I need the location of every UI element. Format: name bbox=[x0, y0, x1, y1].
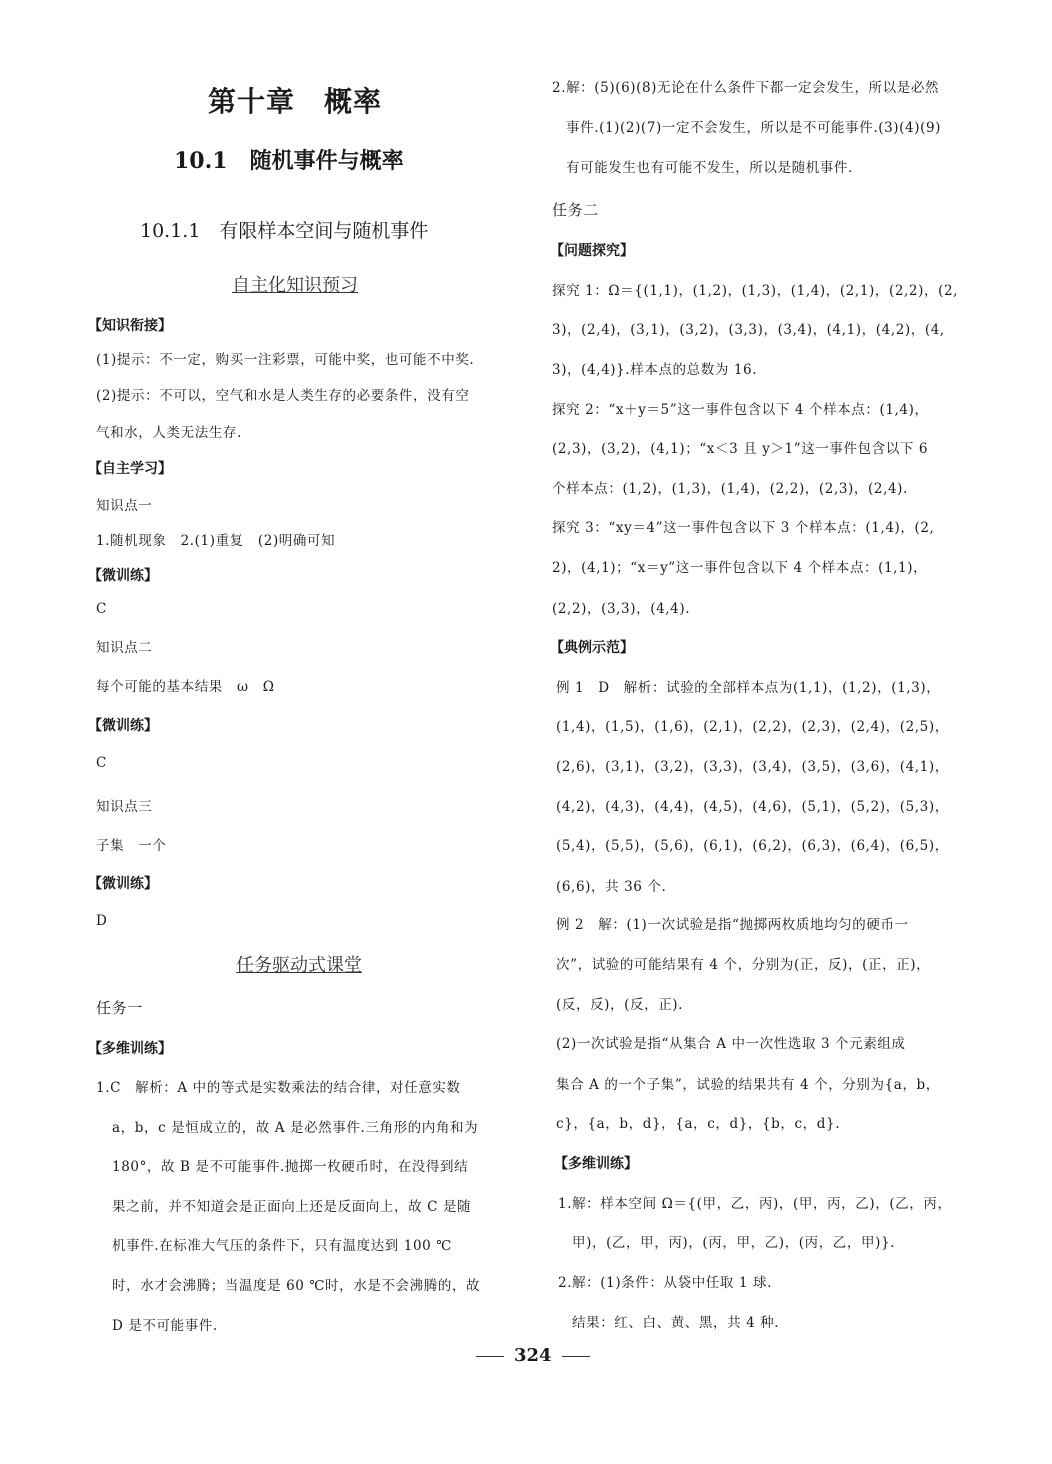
micro-3-answer: D bbox=[96, 913, 108, 929]
m1-line-7: D 是不可能事件. bbox=[112, 1318, 218, 1334]
knowledge-point-1: 知识点一 bbox=[96, 498, 153, 514]
e3-line-2: 2)，(4,1)；“x＝y”这一事件包含以下 4 个样本点：(1,1)， bbox=[552, 560, 928, 576]
m2-line-1: 1.解：样本空间 Ω＝{(甲，乙，丙)，(甲，丙，乙)，(乙，丙， bbox=[558, 1196, 952, 1212]
kl-line-1: (1)提示：不一定，购买一注彩票，可能中奖，也可能不中奖. bbox=[96, 352, 475, 368]
chapter-title: 第十章 概率 bbox=[208, 85, 383, 118]
r-line-3: 有可能发生也有可能不发生，所以是随机事件. bbox=[566, 160, 853, 176]
m1-line-3: 180°，故 B 是不可能事件.抛掷一枚硬币时，在没得到结 bbox=[112, 1159, 469, 1175]
ex2-line-5: 集合 A 的一个子集”，试验的结果共有 4 个，分别为{a，b， bbox=[556, 1077, 940, 1093]
self-study-heading: 【自主学习】 bbox=[88, 461, 172, 477]
task-1: 任务一 bbox=[96, 999, 143, 1017]
kl-line-2a: (2)提示：不可以，空气和水是人类生存的必要条件，没有空 bbox=[96, 388, 470, 404]
micro-2-answer: C bbox=[96, 755, 107, 771]
kp2-answer: 每个可能的基本结果 ω Ω bbox=[96, 679, 275, 695]
ex2-line-4: (2)一次试验是指“从集合 A 中一次性选取 3 个元素组成 bbox=[556, 1036, 906, 1052]
ex1-line-2: (1,4)，(1,5)，(1,6)，(2,1)，(2,2)，(2,3)，(2,4)，(2,5)， bbox=[556, 719, 949, 735]
e2-line-2: (2,3)，(3,2)，(4,1)；“x＜3 且 y＞1”这一事件包含以下 6 bbox=[552, 441, 929, 457]
multi-training-1: 【多维训练】 bbox=[88, 1041, 172, 1057]
e3-line-3: (2,2)，(3,3)，(4,4). bbox=[552, 601, 691, 617]
micro-training-2: 【微训练】 bbox=[88, 718, 158, 734]
ex1-line-4: (4,2)，(4,3)，(4,4)，(4,5)，(4,6)，(5,1)，(5,2)，(5,3)， bbox=[556, 799, 949, 815]
ex2-line-1: 例 2 解：(1)一次试验是指“抛掷两枚质地均匀的硬币一 bbox=[556, 917, 909, 933]
e1-line-1: 探究 1：Ω＝{(1,1)，(1,2)，(1,3)，(1,4)，(2,1)，(2,2)，(2, bbox=[552, 283, 959, 299]
e1-line-2: 3)，(2,4)，(3,1)，(3,2)，(3,3)，(3,4)，(4,1)，(4,2)，(4, bbox=[552, 322, 945, 338]
m1-line-5: 机事件.在标准大气压的条件下，只有温度达到 100 ℃ bbox=[112, 1238, 452, 1254]
footer-dash-right bbox=[562, 1356, 590, 1357]
kp3-answer: 子集 一个 bbox=[96, 838, 167, 854]
task-heading: 任务驱动式课堂 bbox=[236, 955, 362, 976]
m2-line-4: 结果：红、白、黄、黑，共 4 种. bbox=[572, 1315, 780, 1331]
ex1-line-6: (6,6)，共 36 个. bbox=[556, 879, 667, 895]
m1-line-1: 1.C 解析：A 中的等式是实数乘法的结合律，对任意实数 bbox=[96, 1080, 461, 1096]
page-footer bbox=[466, 1345, 600, 1366]
section-title: 10.1 随机事件与概率 bbox=[174, 148, 404, 174]
micro-training-3: 【微训练】 bbox=[88, 876, 158, 892]
kp1-answer: 1.随机现象 2.(1)重复 (2)明确可知 bbox=[96, 533, 336, 549]
knowledge-link-heading: 【知识衔接】 bbox=[88, 318, 172, 334]
micro-training-1: 【微训练】 bbox=[88, 568, 158, 584]
task-2: 任务二 bbox=[552, 201, 599, 219]
e2-line-3: 个样本点：(1,2)，(1,3)，(1,4)，(2,2)，(2,3)，(2,4). bbox=[552, 481, 908, 497]
footer-dash-left bbox=[476, 1356, 504, 1357]
subsection-title: 10.1.1 有限样本空间与随机事件 bbox=[140, 220, 429, 242]
example-heading: 【典例示范】 bbox=[550, 640, 634, 656]
e2-line-1: 探究 2：“x＋y＝5”这一事件包含以下 4 个样本点：(1,4)， bbox=[552, 402, 929, 418]
kl-line-2b: 气和水，人类无法生存. bbox=[96, 425, 242, 441]
preview-heading: 自主化知识预习 bbox=[232, 275, 358, 296]
m1-line-4: 果之前，并不知道会是正面向上还是反面向上，故 C 是随 bbox=[112, 1199, 472, 1215]
r-line-1: 2.解：(5)(6)(8)无论在什么条件下都一定会发生，所以是必然 bbox=[552, 80, 940, 96]
ex2-line-2: 次”，试验的可能结果有 4 个，分别为(正，反)，(正，正)， bbox=[556, 957, 931, 973]
knowledge-point-2: 知识点二 bbox=[96, 640, 153, 656]
multi-training-2: 【多维训练】 bbox=[554, 1156, 638, 1172]
e1-line-3: 3)，(4,4)}.样本点的总数为 16. bbox=[552, 362, 758, 378]
m1-line-6: 时，水才会沸腾；当温度是 60 ℃时，水是不会沸腾的，故 bbox=[112, 1278, 481, 1294]
page-number: 324 bbox=[514, 1345, 552, 1366]
ex2-line-3: (反，反)，(反，正). bbox=[556, 997, 684, 1013]
ex1-line-1: 例 1 D 解析：试验的全部样本点为(1,1)，(1,2)，(1,3)， bbox=[556, 680, 941, 696]
m2-line-2: 甲)，(乙，甲，丙)，(丙，甲，乙)，(丙，乙，甲)}. bbox=[572, 1235, 896, 1251]
m1-line-2: a，b，c 是恒成立的，故 A 是必然事件.三角形的内角和为 bbox=[112, 1120, 479, 1136]
m2-line-3: 2.解：(1)条件：从袋中任取 1 球. bbox=[558, 1275, 772, 1291]
micro-1-answer: C bbox=[96, 601, 107, 617]
r-line-2: 事件.(1)(2)(7)一定不会发生，所以是不可能事件.(3)(4)(9) bbox=[566, 120, 942, 136]
ex1-line-3: (2,6)，(3,1)，(3,2)，(3,3)，(3,4)，(3,5)，(3,6)，(4,1)， bbox=[556, 759, 949, 775]
knowledge-point-3: 知识点三 bbox=[96, 799, 153, 815]
ex1-line-5: (5,4)，(5,5)，(5,6)，(6,1)，(6,2)，(6,3)，(6,4)，(6,5)， bbox=[556, 838, 949, 854]
e3-line-1: 探究 3：“xy＝4”这一事件包含以下 3 个样本点：(1,4)，(2, bbox=[552, 520, 935, 536]
ex2-line-6: c}，{a，b，d}，{a，c，d}，{b，c，d}. bbox=[556, 1116, 841, 1132]
explore-heading: 【问题探究】 bbox=[550, 243, 634, 259]
